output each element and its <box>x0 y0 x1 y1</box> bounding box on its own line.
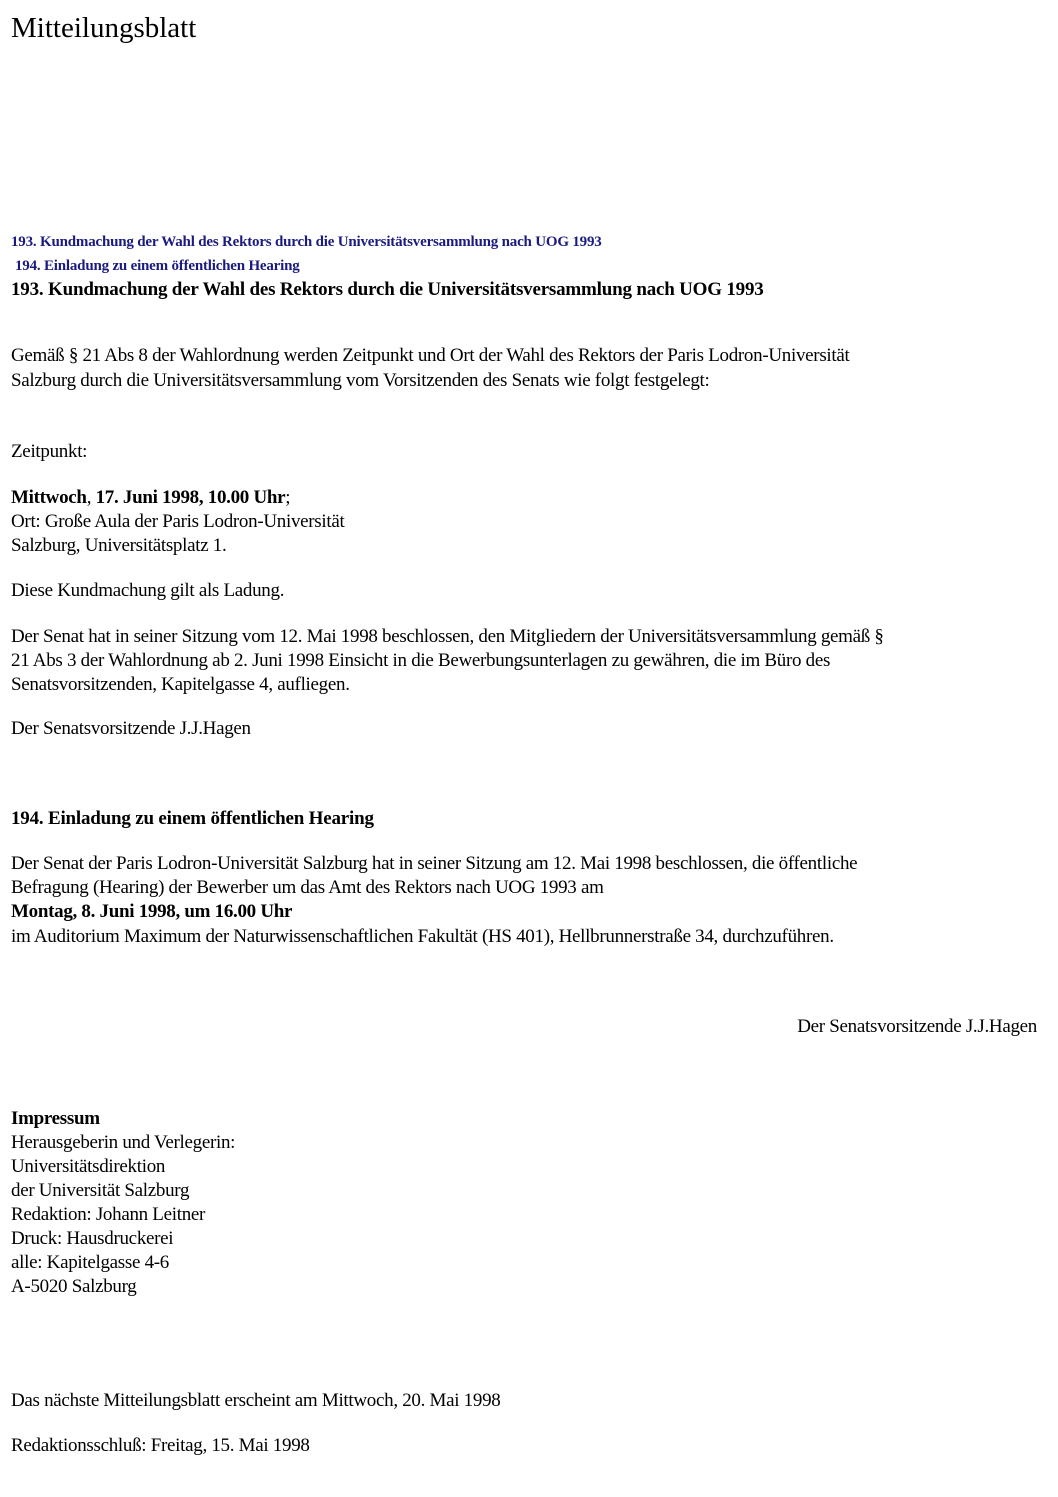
section-193-intro-line-1: Gemäß § 21 Abs 8 der Wahlordnung werden Zeitpunkt und Ort der Wahl des Rektors der Paris Lodron-Universität <box>11 345 850 366</box>
impressum-line: Herausgeberin und Verlegerin: <box>11 1132 236 1153</box>
section-194-signature: Der Senatsvorsitzende J.J.Hagen <box>797 1016 1037 1037</box>
impressum-line: Redaktion: Johann Leitner <box>11 1204 206 1225</box>
election-date-semicolon: ; <box>285 487 291 508</box>
impressum-line: der Universität Salzburg <box>11 1180 190 1201</box>
section-193-heading: 193. Kundmachung der Wahl des Rektors durch die Universitätsversammlung nach UOG 1993 <box>11 279 764 300</box>
section-194-line-2: Befragung (Hearing) der Bewerber um das Amt des Rektors nach UOG 1993 am <box>11 877 604 898</box>
section-194-line-4: im Auditorium Maximum der Naturwissenschaftlichen Fakultät (HS 401), Hellbrunnerstraße 34, durchzuführen. <box>11 926 834 947</box>
impressum-line: alle: Kapitelgasse 4-6 <box>11 1252 170 1273</box>
deadline-note: Redaktionsschluß: Freitag, 15. Mai 1998 <box>11 1435 310 1456</box>
election-date-time: 17. Juni 1998, 10.00 Uhr <box>95 487 286 508</box>
election-date <box>11 486 290 510</box>
section-194-heading: 194. Einladung zu einem öffentlichen Hearing <box>11 808 374 829</box>
next-issue-note: Das nächste Mitteilungsblatt erscheint am Mittwoch, 20. Mai 1998 <box>11 1390 501 1411</box>
senat-paragraph-line-2: 21 Abs 3 der Wahlordnung ab 2. Juni 1998 Einsicht in die Bewerbungsunterlagen zu gewähren, die im Büro des <box>11 650 831 671</box>
impressum-heading: Impressum <box>11 1108 100 1129</box>
senat-paragraph-line-3: Senatsvorsitzenden, Kapitelgasse 4, aufliegen. <box>11 674 350 695</box>
election-date-comma: , <box>86 487 96 508</box>
toc-link-193[interactable]: 193. Kundmachung der Wahl des Rektors durch die Universitätsversammlung nach UOG 1993 <box>11 234 602 250</box>
ladung-note: Diese Kundmachung gilt als Ladung. <box>11 580 285 601</box>
election-date-day: Mittwoch <box>11 487 87 508</box>
zeitpunkt-label: Zeitpunkt: <box>11 441 88 462</box>
impressum-line: Druck: Hausdruckerei <box>11 1228 174 1249</box>
impressum-line: A-5020 Salzburg <box>11 1276 137 1297</box>
toc-link-194[interactable]: 194. Einladung zu einem öffentlichen Hearing <box>15 258 300 274</box>
impressum-line: Universitätsdirektion <box>11 1156 166 1177</box>
senat-paragraph-line-1: Der Senat hat in seiner Sitzung vom 12. Mai 1998 beschlossen, den Mitgliedern der Universitätsversammlung gemäß § <box>11 626 884 647</box>
hearing-date: Montag, 8. Juni 1998, um 16.00 Uhr <box>11 901 293 922</box>
election-location-line-1: Ort: Große Aula der Paris Lodron-Universität <box>11 511 345 532</box>
election-location-line-2: Salzburg, Universitätsplatz 1. <box>11 535 227 556</box>
section-193-intro-line-2: Salzburg durch die Universitätsversammlung vom Vorsitzenden des Senats wie folgt festgelegt: <box>11 370 710 391</box>
page-title: Mitteilungsblatt <box>11 12 197 44</box>
section-193-signature: Der Senatsvorsitzende J.J.Hagen <box>11 718 251 739</box>
section-194-line-1: Der Senat der Paris Lodron-Universität Salzburg hat in seiner Sitzung am 12. Mai 1998 beschlossen, die öffentliche <box>11 853 858 874</box>
